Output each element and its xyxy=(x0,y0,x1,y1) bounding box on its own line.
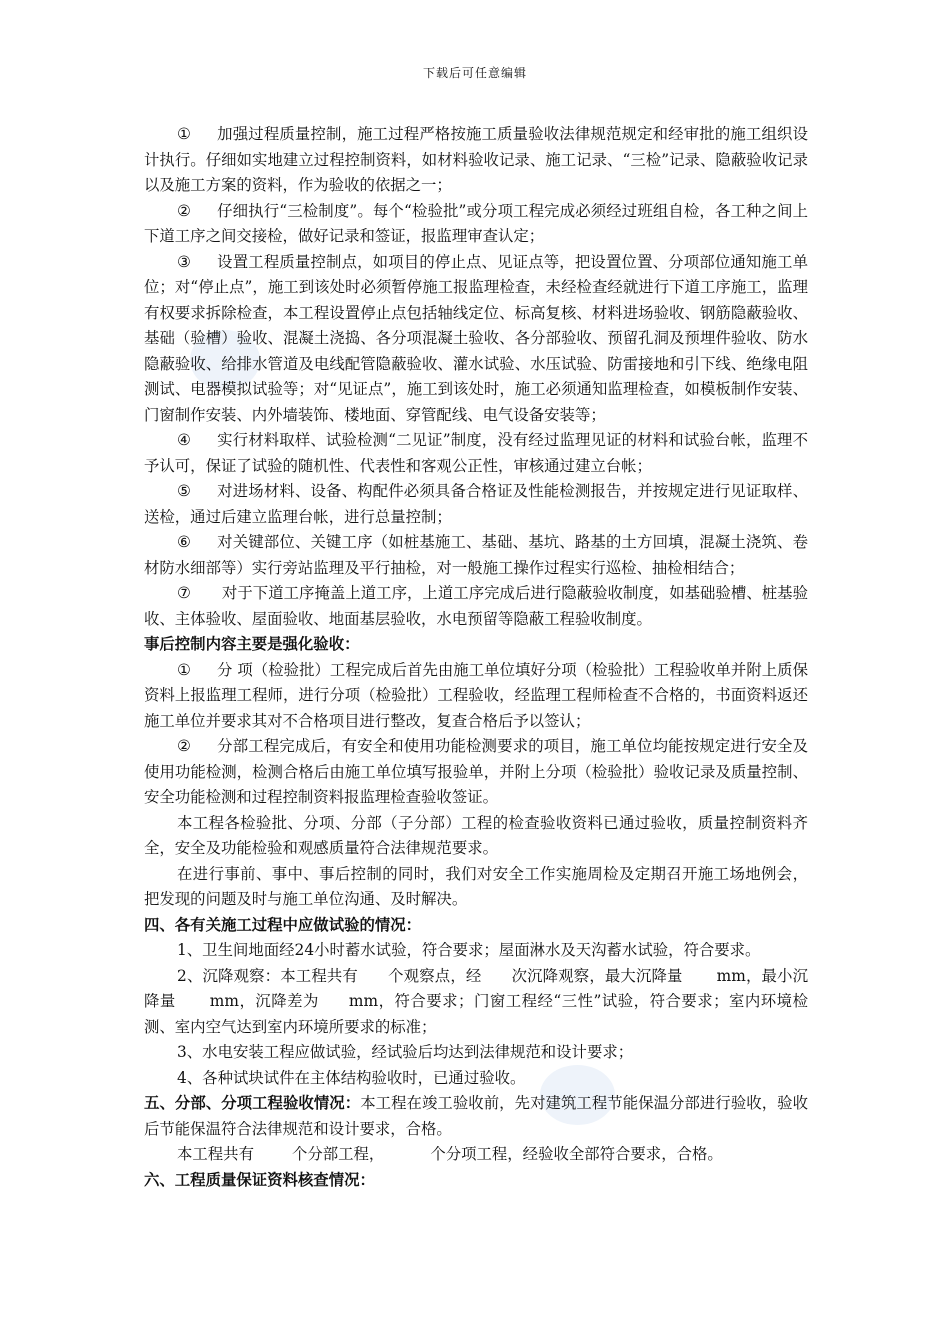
item-number: ④ xyxy=(177,431,191,449)
item-text: 设置工程质量控制点，如项目的停止点、见证点等，把设置位置、分项部位通知施工单位；对“停止点”，施工到该处时必须暂停施工报监理检查，未经检查经就进行下道工序施工，监理有权要求拆除检查，本工程设置停止点包括轴线定位、标高复核、材料进场验收、钢筋隐蔽验收、基础（验槽）验收、混凝土浇捣、各分项混凝土验收、各分部验收、预留孔洞及预埋件验收、防水隐蔽验收、给排水管道及电线配管隐蔽验收、灌水试验、水压试验、防雷接地和引下线、绝缘电阻测试、电器模拟试验等；对“见证点”，施工到该处时，施工必须通知监理检查，如模板制作安装、门窗制作安装、内外墙装饰、楼地面、穿管配线、电气设备安装等； xyxy=(144,252,808,424)
item-number: ② xyxy=(177,201,191,220)
text-run: 个观察点，经 xyxy=(387,966,482,985)
list-item xyxy=(144,428,808,479)
list-item xyxy=(144,250,808,429)
text-run: 本工程在竣工验收前，先对建筑工程节能保温分部进行验收，验收后节能保温符合法律规范和设计要求，合格。 xyxy=(144,1094,808,1138)
item-text: 仔细执行“三检制度”。每个“检验批”或分项工程完成必须经过班组自检，各工种之间上下道工序之间交接检，做好记录和签证，报监理审查认定； xyxy=(144,201,808,245)
item-text: 对关键部位、关键工序（如桩基施工、基础、基坑、路基的土方回填，混凝土浇筑、卷材防水细部等）实行旁站监理及平行抽检，对一般施工操作过程实行巡检、抽检相结合； xyxy=(144,533,808,577)
item-number: ① xyxy=(177,125,191,143)
text-run: 本工程共有 xyxy=(177,1145,254,1163)
item-text: 实行材料取样、试验检测“二见证”制度，没有经过监理见证的材料和试验台帐，监理不予认可，保证了试验的随机性、代表性和客观公正性，审核通过建立台帐； xyxy=(144,431,808,475)
body-paragraph: 4、各种试块试件在主体结构验收时，已通过验收。 xyxy=(177,1068,526,1087)
item-text: 对进场材料、设备、构配件必须具备合格证及性能检测报告，并按规定进行见证取样、送检，通过后建立监理台帐，进行总量控制； xyxy=(144,482,808,526)
text-run: mm，最小沉降量 xyxy=(144,966,808,1010)
section-heading: 六、工程质量保证资料核查情况： xyxy=(144,1170,375,1189)
item-number: ③ xyxy=(177,252,191,271)
settlement-paragraph xyxy=(144,964,808,1041)
body-paragraph: 3、水电安装工程应做试验，经试验后均达到法律规范和设计要求； xyxy=(177,1043,634,1061)
item-number: ⑦ xyxy=(177,584,191,602)
body-paragraph: 在进行事前、事中、事后控制的同时，我们对安全工作实施周检及定期召开施工场地例会，把发现的问题及时与施工单位沟通、及时解决。 xyxy=(144,864,808,908)
body-paragraph: 本工程各检验批、分项、分部（子分部）工程的检查验收资料已通过验收，质量控制资料齐全，安全及功能检验和观感质量符合法律规范要求。 xyxy=(144,813,808,857)
list-item xyxy=(144,199,808,250)
item-text: 对于下道工序掩盖上道工序，上道工序完成后进行隐蔽验收制度，如基础验槽、桩基验收、主体验收、屋面验收、地面基层验收，水电预留等隐蔽工程验收制度。 xyxy=(144,584,808,628)
text-run: 次沉降观察，最大沉降量 xyxy=(511,966,683,985)
body-paragraph: 1、卫生间地面经24小时蓄水试验，符合要求；屋面淋水及天沟蓄水试验，符合要求。 xyxy=(177,941,761,959)
list-item xyxy=(144,530,808,581)
item-number: ⑥ xyxy=(177,533,191,551)
item-number: ② xyxy=(177,737,191,755)
document-body xyxy=(144,122,808,1193)
item-number: ① xyxy=(177,660,191,679)
item-number: ⑤ xyxy=(177,482,191,500)
text-run: 2、沉降观察：本工程共有 xyxy=(177,966,358,985)
item-text: 加强过程质量控制，施工过程严格按施工质量验收法律规范规定和经审批的施工组织设计执行。仔细如实地建立过程控制资料，如材料验收记录、施工记录、“三检”记录、隐蔽验收记录以及施工方案的资料，作为验收的依据之一； xyxy=(144,125,808,194)
text-run: mm，沉降差为 xyxy=(209,992,319,1010)
list-item xyxy=(144,122,808,199)
count-paragraph xyxy=(144,1142,808,1168)
item-text: 分部工程完成后，有安全和使用功能检测要求的项目，施工单位均能按规定进行安全及使用功能检测，检测合格后由施工单位填写报验单，并附上分项（检验批）验收记录及质量控制、安全功能检测和过程控制资料报监理检查验收签证。 xyxy=(144,737,808,806)
item-text: 分 项（检验批）工程完成后首先由施工单位填好分项（检验批）工程验收单并附上质保资料上报监理工程师，进行分项（检验批）工程验收，经监理工程师检查不合格的，书面资料返还施工单位并要求其对不合格项目进行整改，复查合格后予以签认； xyxy=(144,660,808,730)
after-control-heading: 事后控制内容主要是强化验收： xyxy=(144,635,360,653)
list-item xyxy=(144,658,808,735)
section-heading: 五、分部、分项工程验收情况： xyxy=(144,1094,361,1112)
page-header: 下载后可任意编辑 xyxy=(422,66,527,80)
text-run: 个分项工程，经验收全部符合要求，合格。 xyxy=(430,1145,723,1163)
list-item xyxy=(144,479,808,530)
text-run: 个分部工程， xyxy=(291,1145,385,1163)
list-item xyxy=(144,581,808,632)
list-item xyxy=(144,734,808,811)
section-heading: 四、各有关施工过程中应做试验的情况： xyxy=(144,915,422,934)
section5-paragraph xyxy=(144,1091,808,1142)
text-run: mm，符合要求；门窗工程经“三性”试验，符合要求；室内环境检测、室内空气达到室内环境所要求的标准； xyxy=(144,992,808,1036)
